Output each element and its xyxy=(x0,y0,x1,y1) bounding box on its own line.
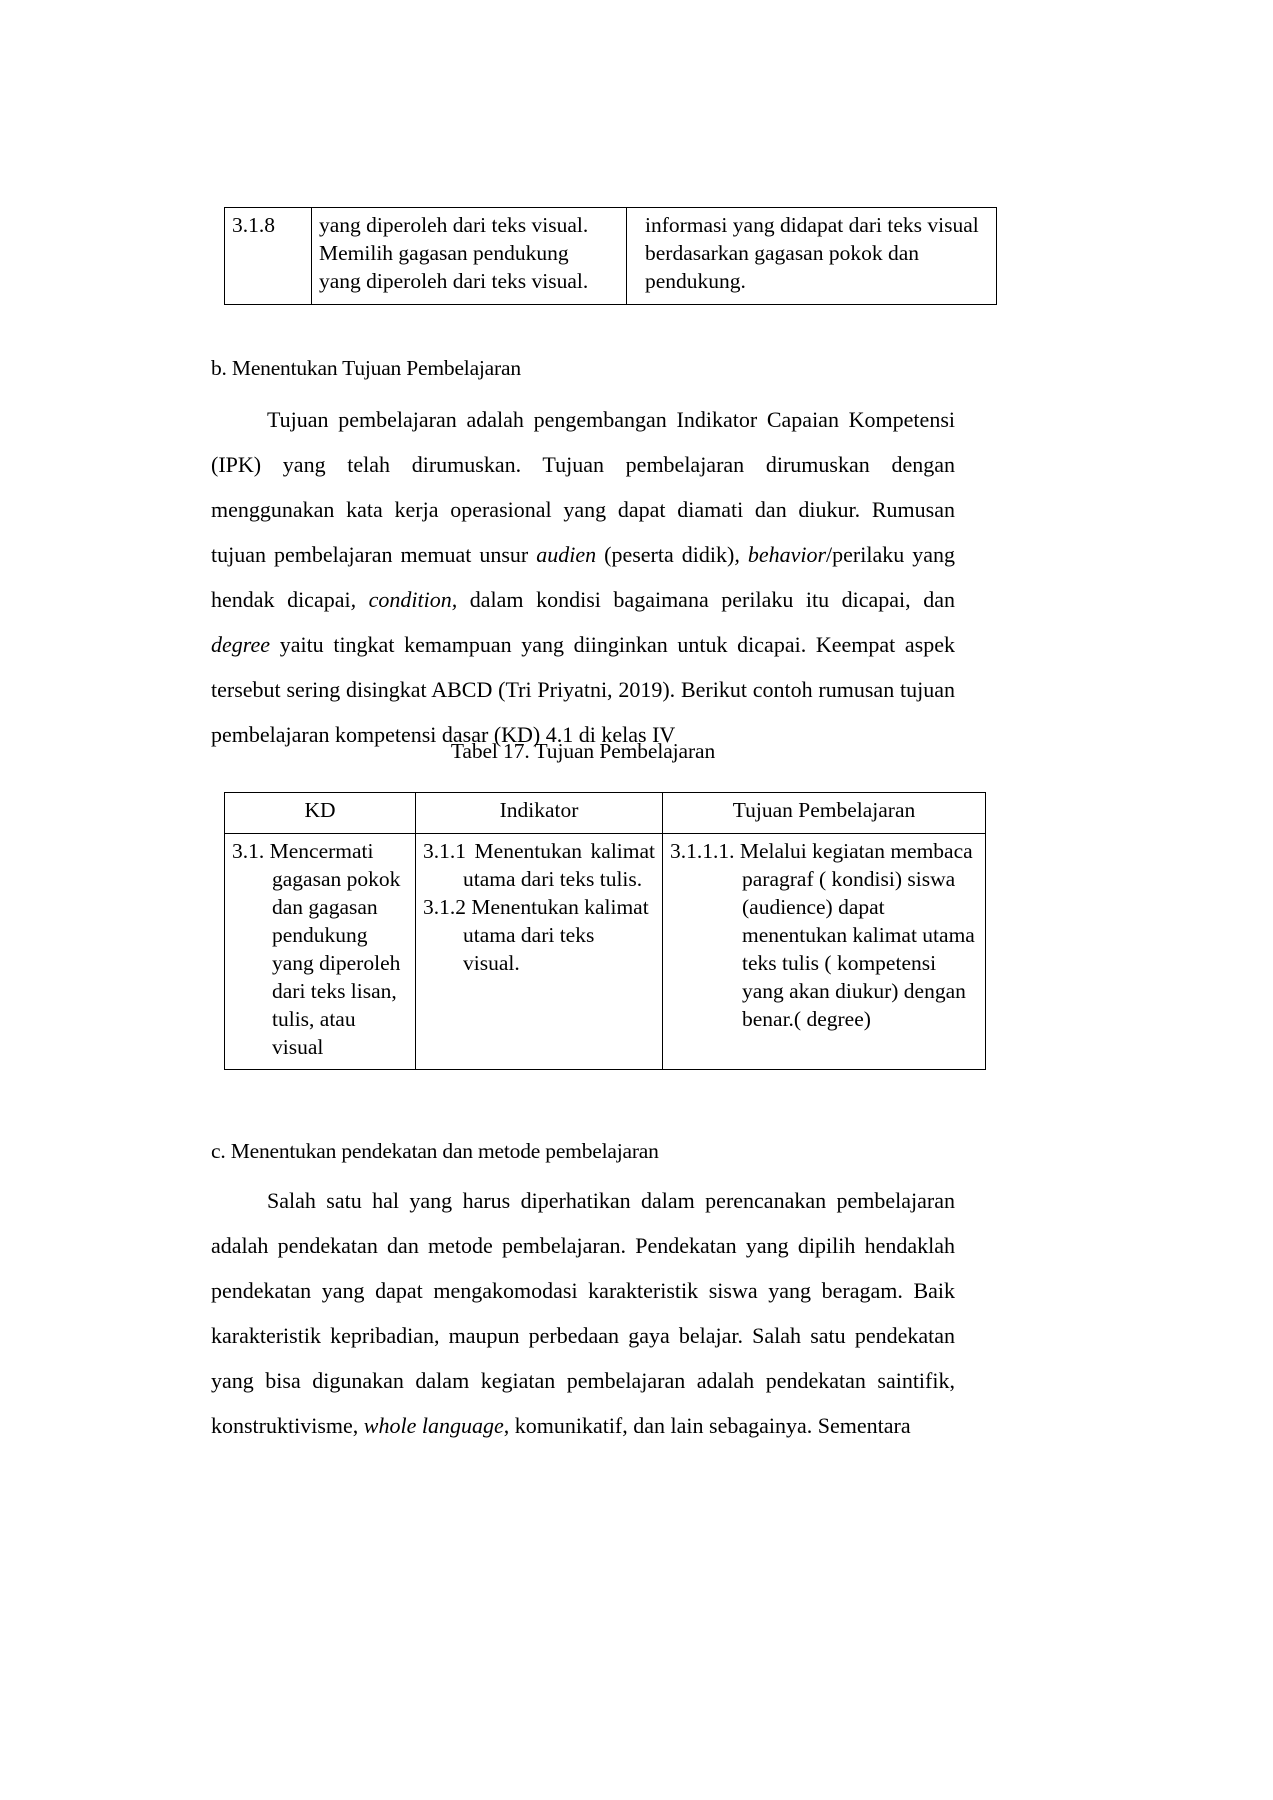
tujuan-item-1 xyxy=(670,838,978,1034)
section-b-heading: b. Menentukan Tujuan Pembelajaran xyxy=(211,356,521,380)
column-header-tujuan-pembelajaran: Tujuan Pembelajaran xyxy=(663,793,986,834)
table-continued-wrapper xyxy=(224,207,979,305)
table-row xyxy=(225,208,997,305)
tujuan-item-1-text: Melalui kegiatan membaca paragraf ( kondisi) siswa (audience) dapat menentukan kalimat utama teks tulis ( kompetensi yang akan diukur) dengan benar.( degree) xyxy=(739,838,975,1031)
column-header-kd: KD xyxy=(225,793,416,834)
cell-kd xyxy=(225,833,416,1070)
par-b-part5: yaitu tingkat kemampuan yang diinginkan untuk dicapai. Keempat aspek tersebut sering disingkat ABCD (Tri Priyatni, 2019). Berikut contoh rumusan tujuan pembelajaran kompetensi dasar (KD) 4.1 di kelas IV xyxy=(211,632,955,747)
tujuan-item-1-number: 3.1.1.1. xyxy=(670,838,735,863)
section-b-paragraph xyxy=(211,397,955,757)
par-b-part1: Tujuan pembelajaran adalah pengembangan Indikator Capaian Kompetensi (IPK) yang telah dirumuskan. Tujuan pembelajaran dirumuskan dengan menggunakan kata kerja operasional yang dapat diamati dan diukur. Rumusan tujuan pembelajaran memuat unsur xyxy=(211,407,955,567)
par-b-italic-condition: , condition, xyxy=(350,587,458,612)
cell-indicator-number xyxy=(225,208,312,305)
table-17-caption: Tabel 17. Tujuan Pembelajaran xyxy=(450,739,716,763)
table-17-wrapper xyxy=(224,792,975,1070)
par-c-part1: Salah satu hal yang harus diperhatikan dalam perencanakan pembelajaran adalah pendekatan dan metode pembelajaran. Pendekatan yang dipilih hendaklah pendekatan yang dapat mengakomodasi karakteristik siswa yang beragam. Baik karakteristik kepribadian, maupun perbedaan gaya belajar. Salah satu pendekatan yang bisa digunakan dalam kegiatan pembelajaran adalah pendekatan saintifik, konstruktivisme, xyxy=(211,1188,955,1438)
cell-tujuan-pembelajaran xyxy=(663,833,986,1070)
par-c-italic-whole-language: whole language xyxy=(363,1413,504,1438)
cell-indikator xyxy=(416,833,663,1070)
par-c-part2: , komunikatif, dan lain sebagainya. Sementara xyxy=(503,1413,911,1438)
indicator-number-text: 3.1.8 xyxy=(232,213,275,237)
kd-text: 3.1. Mencermati gagasan pokok dan gagasan pendukung yang diperoleh dari teks lisan, tulis, atau visual xyxy=(232,838,401,1059)
par-b-part3: /perilaku yang hendak dicapai xyxy=(211,542,956,612)
indicator-line-2: Memilih gagasan pendukung xyxy=(319,240,569,265)
table-17 xyxy=(224,792,986,1070)
par-b-italic-audien: audien xyxy=(536,542,597,567)
indikator-item-2-text: Menentukan kalimat utama dari teks visual. xyxy=(463,894,649,975)
table-continued xyxy=(224,207,997,305)
column-header-indikator: Indikator xyxy=(416,793,663,834)
indikator-item-1-text: Menentukan kalimat utama dari teks tulis. xyxy=(463,838,656,891)
par-b-italic-behavior: , behavior xyxy=(734,542,827,567)
table-header-row xyxy=(225,793,986,834)
indicator-line-1: yang diperoleh dari teks visual. xyxy=(319,213,589,237)
tujuan-continued-text: informasi yang didapat dari teks visual berdasarkan gagasan pokok dan pendukung. xyxy=(645,213,979,293)
par-b-part2: (peserta didik) xyxy=(596,542,735,567)
indikator-item-1 xyxy=(423,838,655,894)
indikator-item-2 xyxy=(423,894,655,978)
section-c-heading: c. Menentukan pendekatan dan metode pembelajaran xyxy=(211,1139,659,1163)
par-b-part4: dalam kondisi bagaimana perilaku itu dicapai, dan xyxy=(457,587,955,612)
cell-indicator-text xyxy=(312,208,627,305)
indikator-item-2-number: 3.1.2 xyxy=(423,894,466,919)
indikator-item-1-number: 3.1.1 xyxy=(423,838,466,863)
section-c-paragraph xyxy=(211,1178,955,1448)
cell-tujuan-text xyxy=(627,208,997,305)
indicator-line-3: yang diperoleh dari teks visual. xyxy=(319,268,589,293)
par-b-italic-degree: degree xyxy=(211,632,271,657)
table-row xyxy=(225,833,986,1070)
